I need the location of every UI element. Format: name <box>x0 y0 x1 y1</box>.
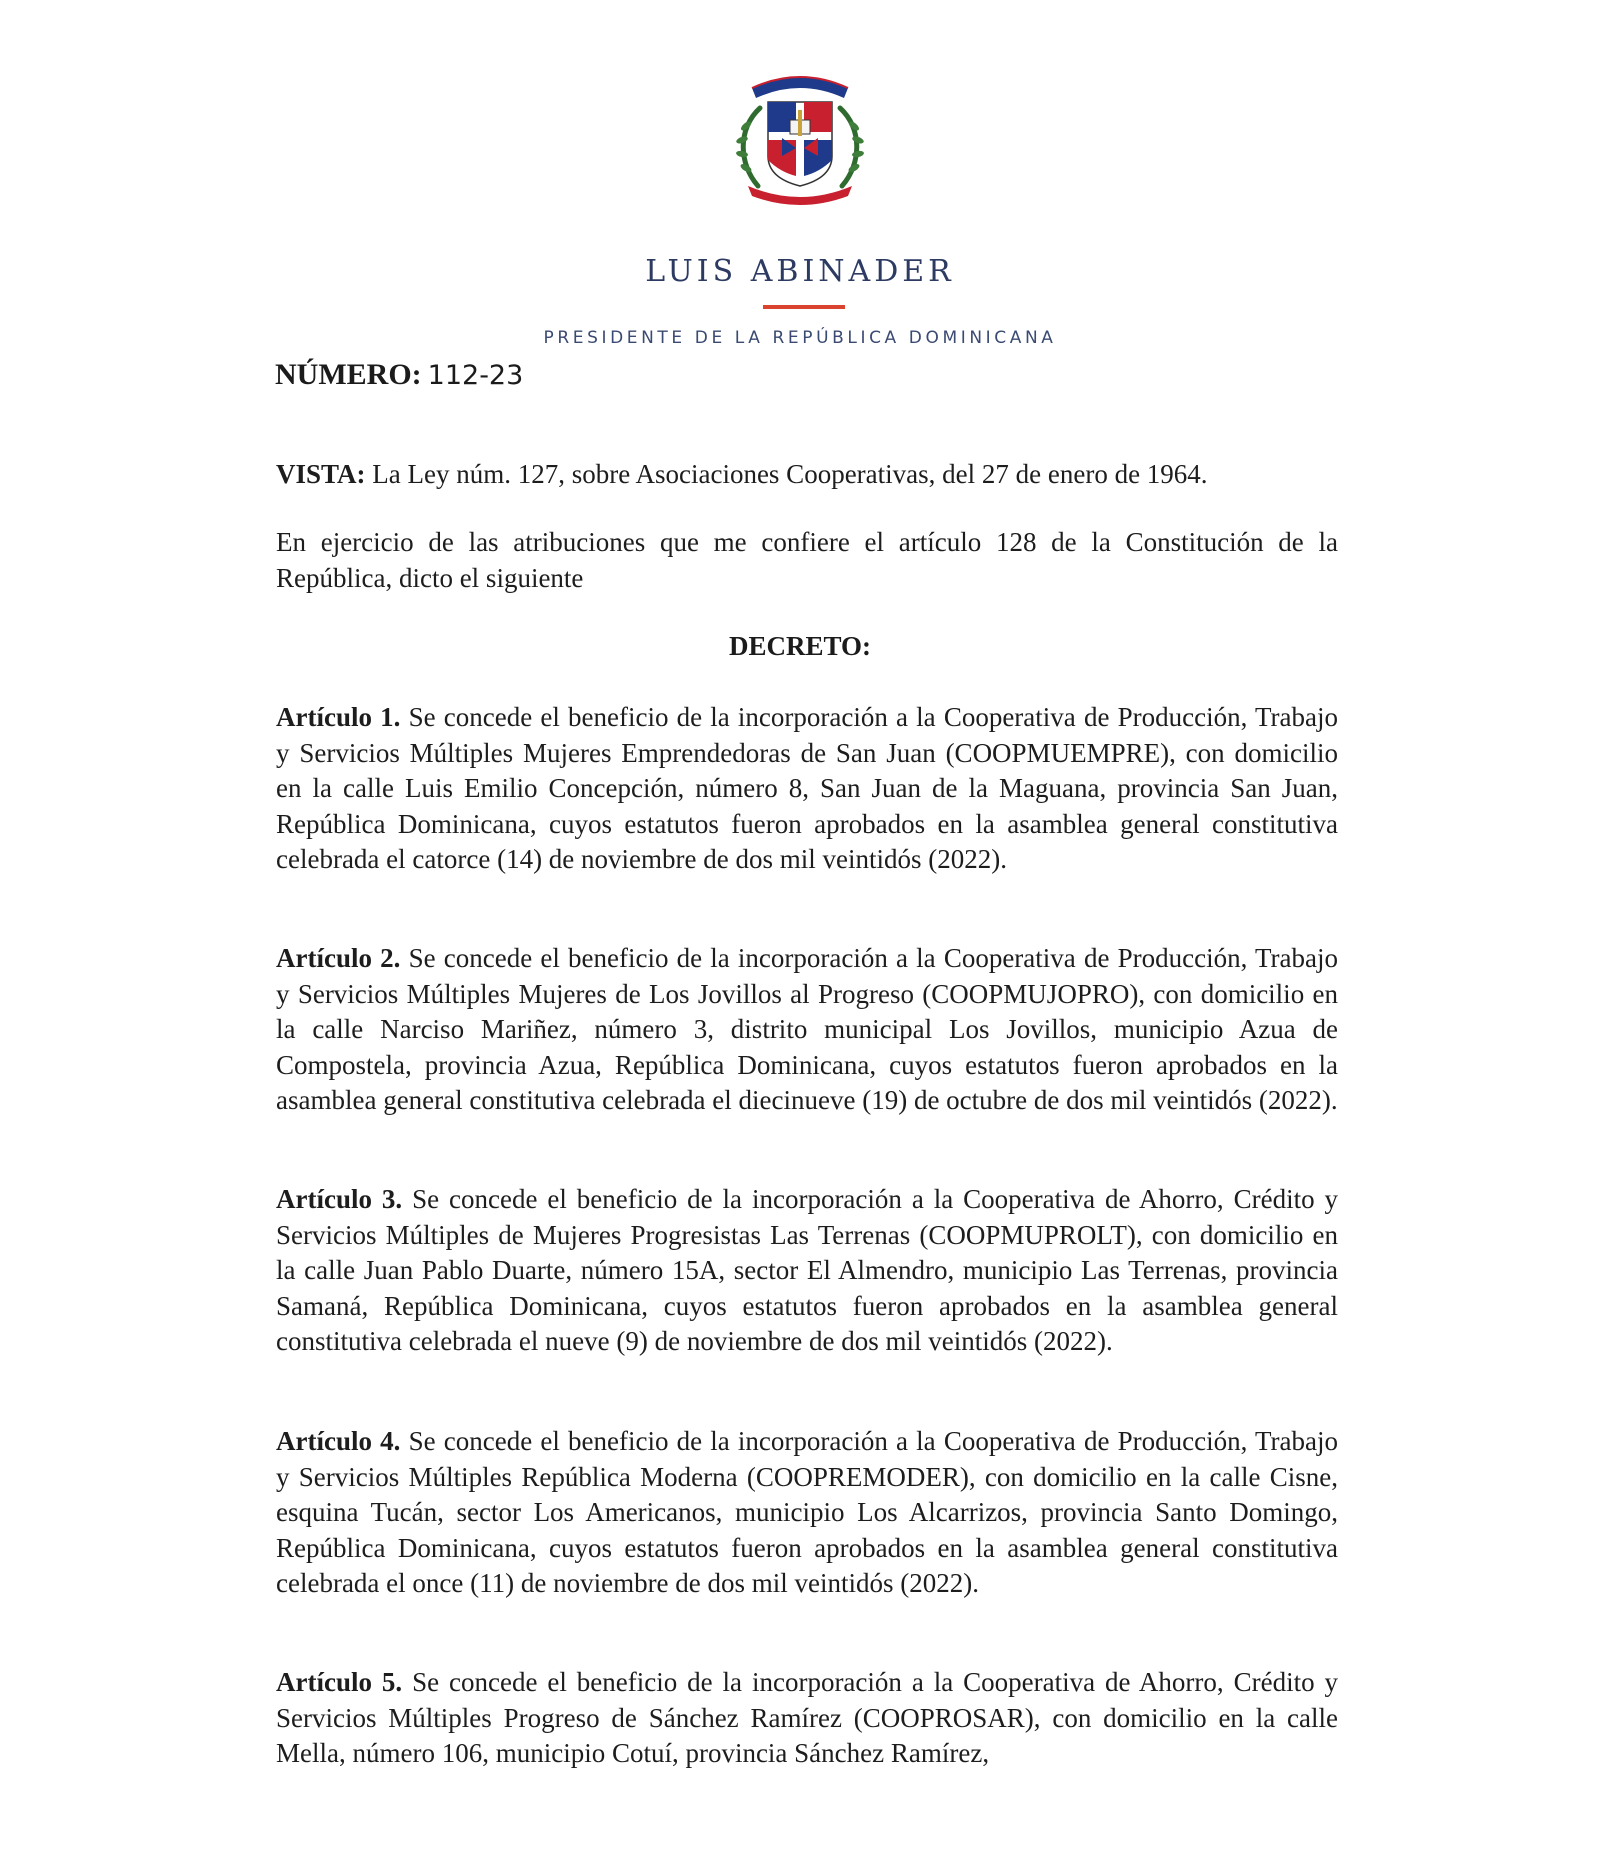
article-text: Se concede el beneficio de la incorporación a la Cooperativa de Producción, Trabajo y Servicios Múltiples Mujeres Emprendedoras de San Juan (COOPMUEMPRE), con domicilio en la calle Luis Emilio Concepción, número 8, San Juan de la Maguana, provincia San Juan, República Dominicana, cuyos estatutos fueron aprobados en la asamblea general constitutiva celebrada el catorce (14) de noviembre de dos mil veintidós (2022). <box>276 702 1338 874</box>
president-name: LUIS ABINADER <box>645 254 955 289</box>
president-title: PRESIDENTE DE LA REPÚBLICA DOMINICANA <box>543 328 1057 348</box>
article-3 <box>276 1182 1338 1360</box>
decreto-heading: DECRETO: <box>728 631 872 661</box>
article-1 <box>276 700 1338 878</box>
coat-of-arms-seal <box>730 68 870 210</box>
vista-text: La Ley núm. 127, sobre Asociaciones Cooperativas, del 27 de enero de 1964. <box>372 459 1208 489</box>
name-underline <box>763 305 845 309</box>
article-label: Artículo 1. <box>276 702 401 732</box>
article-5 <box>276 1665 1338 1772</box>
article-label: Artículo 3. <box>276 1184 403 1214</box>
article-text: Se concede el beneficio de la incorporación a la Cooperativa de Ahorro, Crédito y Servicios Múltiples de Mujeres Progresistas Las Terrenas (COOPMUPROLT), con domicilio en la calle Juan Pablo Duarte, número 15A, sector El Almendro, municipio Las Terrenas, provincia Samaná, República Dominicana, cuyos estatutos fueron aprobados en la asamblea general constitutiva celebrada el nueve (9) de noviembre de dos mil veintidós (2022). <box>276 1184 1339 1356</box>
article-label: Artículo 2. <box>276 943 401 973</box>
article-label: Artículo 4. <box>276 1426 401 1456</box>
article-4 <box>276 1424 1338 1602</box>
ejercicio-paragraph: En ejercicio de las atribuciones que me confiere el artículo 128 de la Constitución de la República, dicto el siguiente <box>276 527 1338 593</box>
article-text: Se concede el beneficio de la incorporación a la Cooperativa de Producción, Trabajo y Servicios Múltiples Mujeres de Los Jovillos al Progreso (COOPMUJOPRO), con domicilio en la calle Narciso Mariñez, número 3, distrito municipal Los Jovillos, municipio Azua de Compostela, provincia Azua, República Dominicana, cuyos estatutos fueron aprobados en la asamblea general constitutiva celebrada el diecinueve (19) de octubre de dos mil veintidós (2022). <box>276 943 1338 1115</box>
vista-paragraph <box>276 457 1338 493</box>
decree-number-label: NÚMERO: <box>275 358 422 391</box>
decree-number <box>275 358 523 392</box>
article-text: Se concede el beneficio de la incorporación a la Cooperativa de Ahorro, Crédito y Servicios Múltiples Progreso de Sánchez Ramírez (COOPROSAR), con domicilio en la calle Mella, número 106, municipio Cotuí, provincia Sánchez Ramírez, <box>276 1667 1339 1768</box>
article-text: Se concede el beneficio de la incorporación a la Cooperativa de Producción, Trabajo y Servicios Múltiples República Moderna (COOPREMODER), con domicilio en la calle Cisne, esquina Tucán, sector Los Americanos, municipio Los Alcarrizos, provincia Santo Domingo, República Dominicana, cuyos estatutos fueron aprobados en la asamblea general constitutiva celebrada el once (11) de noviembre de dos mil veintidós (2022). <box>276 1426 1338 1598</box>
article-2 <box>276 941 1338 1119</box>
decree-number-value: 112-23 <box>427 360 524 391</box>
vista-label: VISTA: <box>276 459 366 489</box>
article-label: Artículo 5. <box>276 1667 403 1697</box>
